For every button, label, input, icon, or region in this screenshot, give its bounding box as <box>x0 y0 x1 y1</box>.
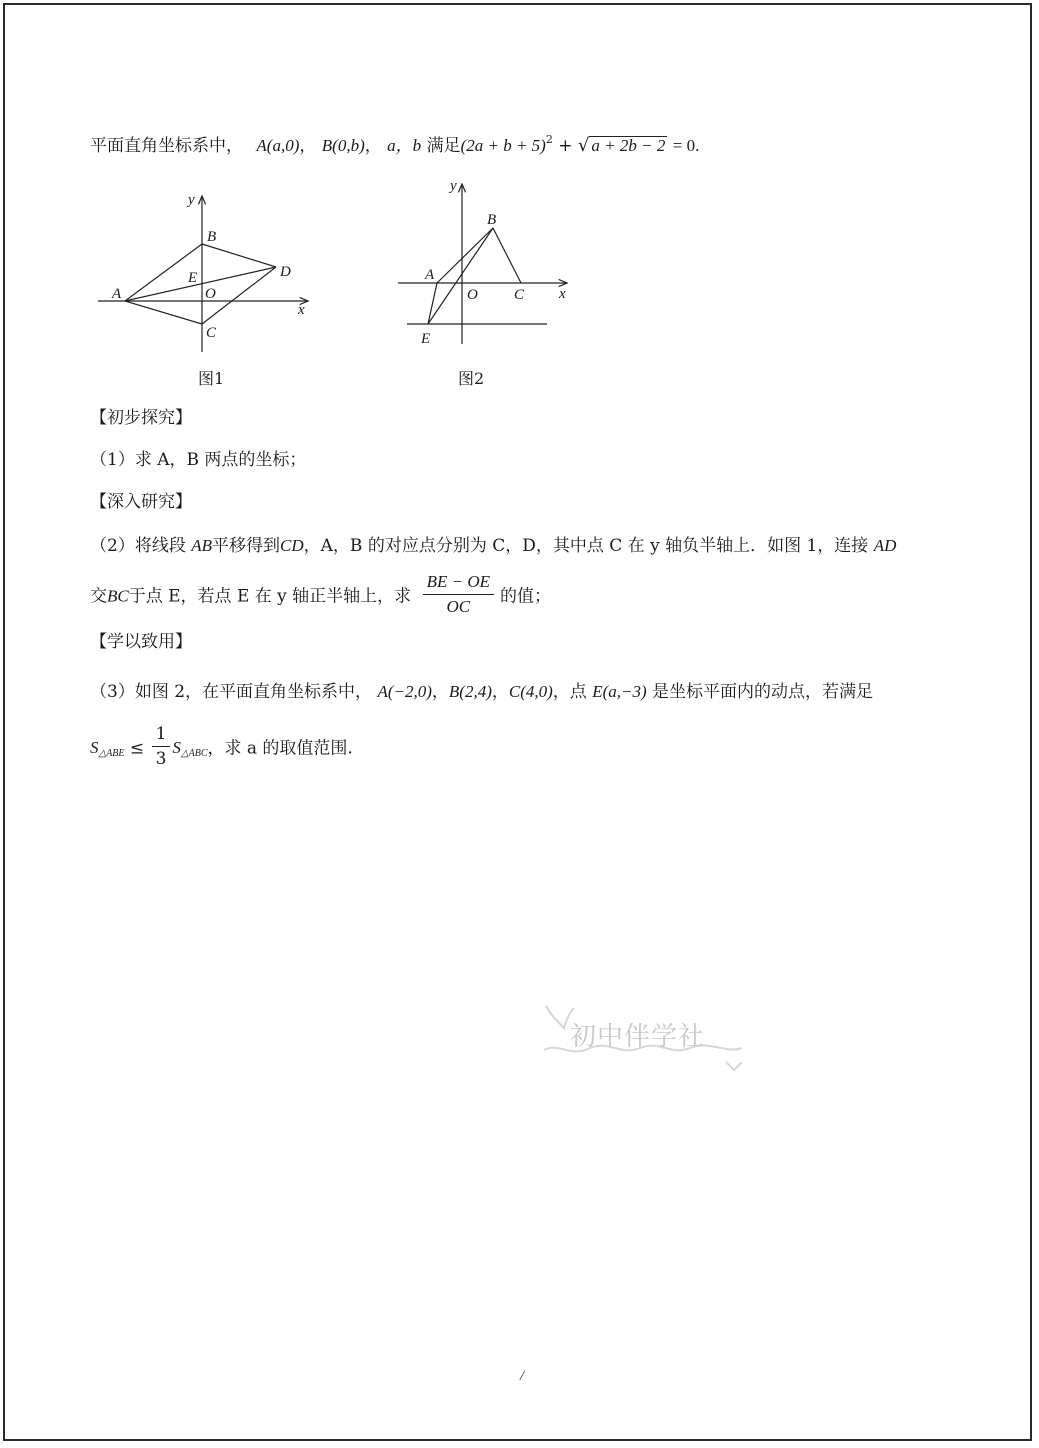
fig2-label-e: E <box>421 331 431 347</box>
sqrt-sign: √ <box>577 135 590 156</box>
q3-point-e: E(a,−3) <box>592 682 647 701</box>
q3-point-b: B(2,4) <box>448 682 492 701</box>
fig1-label-a: A <box>112 286 122 302</box>
watermark <box>540 1000 750 1080</box>
q3-area-abe <box>90 738 125 760</box>
fig2-label-y: y <box>450 178 457 194</box>
intro-prefix: 平面直角坐标系中， <box>90 136 243 156</box>
q3-sub-abc: △ABC <box>180 748 208 760</box>
q3-frac-numerator: 1 <box>152 724 171 747</box>
q3-text-a: 如图 2，在平面直角坐标系中， <box>134 682 373 702</box>
q2-text-d: 交 <box>90 586 107 607</box>
figure-1 <box>90 180 330 359</box>
watermark-text: 初中伴学社 <box>570 1022 706 1052</box>
question-2-line-2 <box>90 574 551 620</box>
page-number: / <box>520 1368 525 1384</box>
figure-1-svg <box>90 180 330 355</box>
q2-number: （2） <box>90 536 135 556</box>
point-a: A(a,0) <box>256 136 300 155</box>
fig2-label-x: x <box>559 286 566 302</box>
section-heading-3: 【学以致用】 <box>90 632 192 652</box>
q2-frac-numerator: BE − OE <box>423 572 494 595</box>
fig2-label-c: C <box>514 287 525 303</box>
q2-seg-ad: AD <box>873 536 897 555</box>
q3-sub-abe: △ABE <box>98 748 125 760</box>
fig2-seg-eb <box>428 228 493 324</box>
fig1-seg-bd <box>202 244 276 267</box>
q3-s-symbol-1: S <box>90 738 99 758</box>
q3-frac-denominator: 3 <box>155 749 167 770</box>
sqrt-body: a + 2b − 2 <box>591 136 666 155</box>
fig1-label-d: D <box>280 264 291 280</box>
q1-number: （1） <box>90 450 135 470</box>
fig1-label-y: y <box>188 192 195 208</box>
question-3-line-2 <box>90 726 353 772</box>
eq-left: (2a + b + 5) <box>460 136 546 155</box>
question-3-line-1: （3）如图 2，在平面直角坐标系中， A(−2,0)，B(2,4)，C(4,0)，点 E(a,−3) 是坐标平面内的动点，若满足 <box>90 682 874 702</box>
figure-2-svg <box>395 172 585 352</box>
q3-area-abc <box>172 738 208 760</box>
q2-text-e: 于点 E，若点 E 在 y 轴正半轴上，求 <box>128 586 412 607</box>
q2-seg-ab: AB <box>191 536 213 555</box>
question-2-line-1 <box>90 537 896 555</box>
figure-1-caption: 图1 <box>198 369 225 388</box>
q3-text-d: ，求 a 的取值范围. <box>207 738 353 759</box>
q2-seg-bc: BC <box>107 586 129 606</box>
q2-fraction <box>423 572 494 618</box>
question-1 <box>90 452 306 469</box>
section-heading-1: 【初步探究】 <box>90 408 192 428</box>
fig1-label-b: B <box>207 229 217 245</box>
q3-fraction <box>152 724 171 770</box>
fig1-label-c: C <box>206 325 217 341</box>
fig2-label-a: A <box>425 267 435 283</box>
q3-number: （3） <box>90 682 135 702</box>
q3-text-b: ，点 <box>552 682 587 702</box>
intro-line: 平面直角坐标系中， A(a,0)， B(0,b)， a，b 满足$(2a + b + 5)^2$ + √ a + 2b − 2 = 0. <box>90 133 700 156</box>
vars-ab: a，b <box>387 136 422 155</box>
fig1-label-x: x <box>298 302 305 318</box>
q2-frac-denominator: OC <box>446 597 471 617</box>
q2-text-b: 平移得到 <box>212 536 281 556</box>
fig2-label-o: O <box>467 287 478 303</box>
fig2-seg-bc <box>493 228 521 283</box>
fig1-seg-ca <box>125 301 202 324</box>
q3-point-c: C(4,0) <box>508 682 553 701</box>
figure-2 <box>395 172 585 356</box>
fig1-label-o: O <box>205 286 216 302</box>
q2-text-a: 将线段 <box>134 536 186 556</box>
point-b: B(0,b) <box>321 136 365 155</box>
eq-right: = 0. <box>672 136 700 155</box>
fig2-seg-ab <box>437 228 493 283</box>
q3-leq: ≤ <box>129 738 145 759</box>
fig1-label-e: E <box>188 270 198 286</box>
q2-text-c: ，A，B 的对应点分别为 C，D，其中点 C 在 y 轴负半轴上．如图 1，连接 <box>303 536 869 556</box>
eq-exponent: 2 <box>545 133 553 146</box>
fig2-label-b: B <box>487 212 497 228</box>
q2-seg-cd: CD <box>280 536 304 555</box>
section-heading-2: 【深入研究】 <box>90 492 192 512</box>
q3-text-c: 是坐标平面内的动点，若满足 <box>652 682 874 702</box>
eq-plus: + <box>558 136 573 156</box>
q1-text: 求 A，B 两点的坐标； <box>134 450 307 470</box>
q3-s-symbol-2: S <box>172 738 181 758</box>
figure-2-caption: 图2 <box>458 369 485 388</box>
satisfy-text: 满足 <box>426 136 461 156</box>
q2-text-f: 的值； <box>500 586 551 607</box>
q3-point-a: A(−2,0) <box>377 682 432 701</box>
